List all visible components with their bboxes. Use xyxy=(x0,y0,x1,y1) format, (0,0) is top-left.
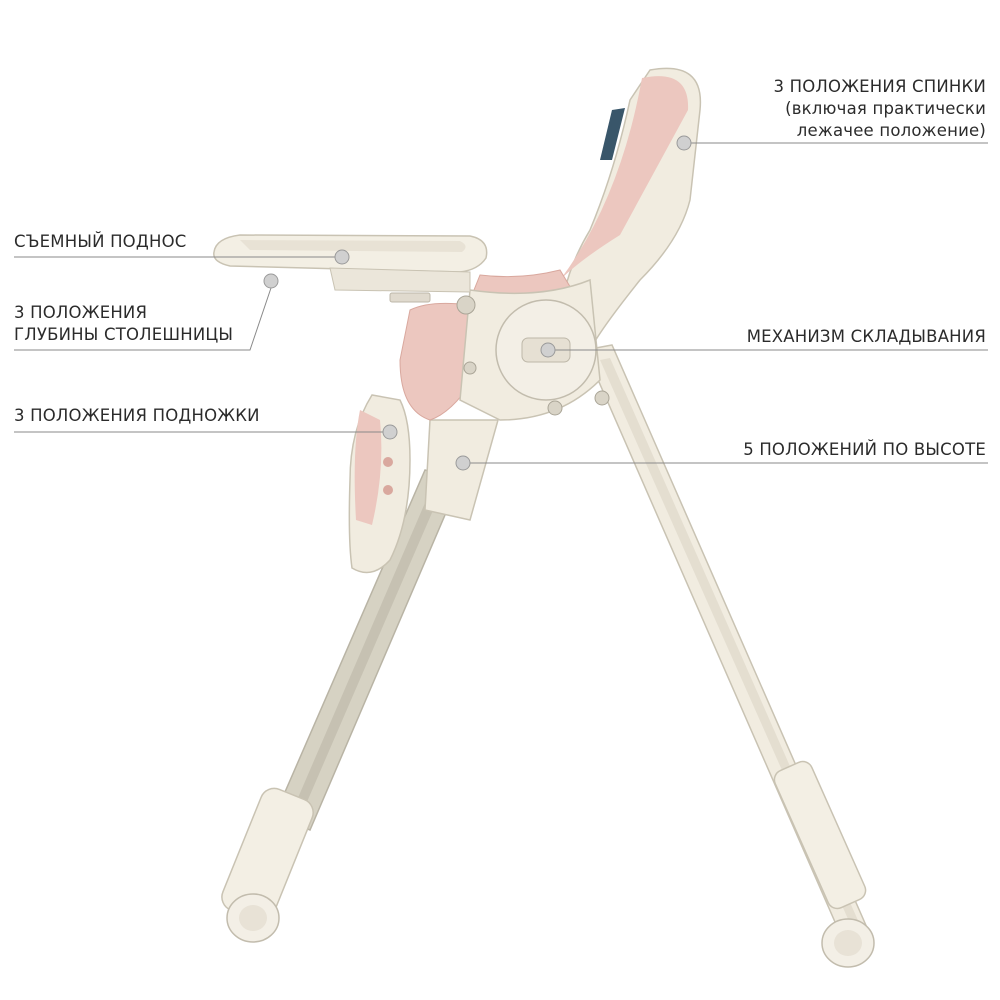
callout-tray-depth-line2: ГЛУБИНЫ СТОЛЕШНИЦЫ xyxy=(14,325,234,344)
marker-footrest xyxy=(383,425,397,439)
callout-folding xyxy=(747,326,986,348)
callout-backrest xyxy=(773,76,986,142)
callout-backrest-line1: 3 ПОЛОЖЕНИЯ СПИНКИ xyxy=(773,77,986,96)
callout-tray-depth-line1: 3 ПОЛОЖЕНИЯ xyxy=(14,303,148,322)
front-wheel xyxy=(227,894,279,942)
marker-folding xyxy=(541,343,555,357)
marker-tray xyxy=(335,250,349,264)
tray xyxy=(214,235,487,302)
callout-folding-line1: МЕХАНИЗМ СКЛАДЫВАНИЯ xyxy=(746,327,986,346)
callout-footrest-line1: 3 ПОЛОЖЕНИЯ ПОДНОЖКИ xyxy=(14,406,260,425)
rear-leg xyxy=(585,345,869,938)
callout-backrest-line3: лежачее положение) xyxy=(796,121,986,140)
callout-tray-depth xyxy=(14,302,233,346)
callout-tray xyxy=(14,231,186,253)
callout-backrest-line2: (включая практически xyxy=(785,99,986,118)
callout-tray-line1: СЪЕМНЫЙ ПОДНОС xyxy=(14,232,187,251)
callout-height-line1: 5 ПОЛОЖЕНИЙ ПО ВЫСОТЕ xyxy=(743,440,986,459)
marker-backrest xyxy=(677,136,691,150)
callout-height xyxy=(743,439,986,461)
marker-height xyxy=(456,456,470,470)
marker-tray-depth xyxy=(264,274,278,288)
callout-footrest xyxy=(14,405,260,427)
rear-wheel xyxy=(822,919,874,967)
